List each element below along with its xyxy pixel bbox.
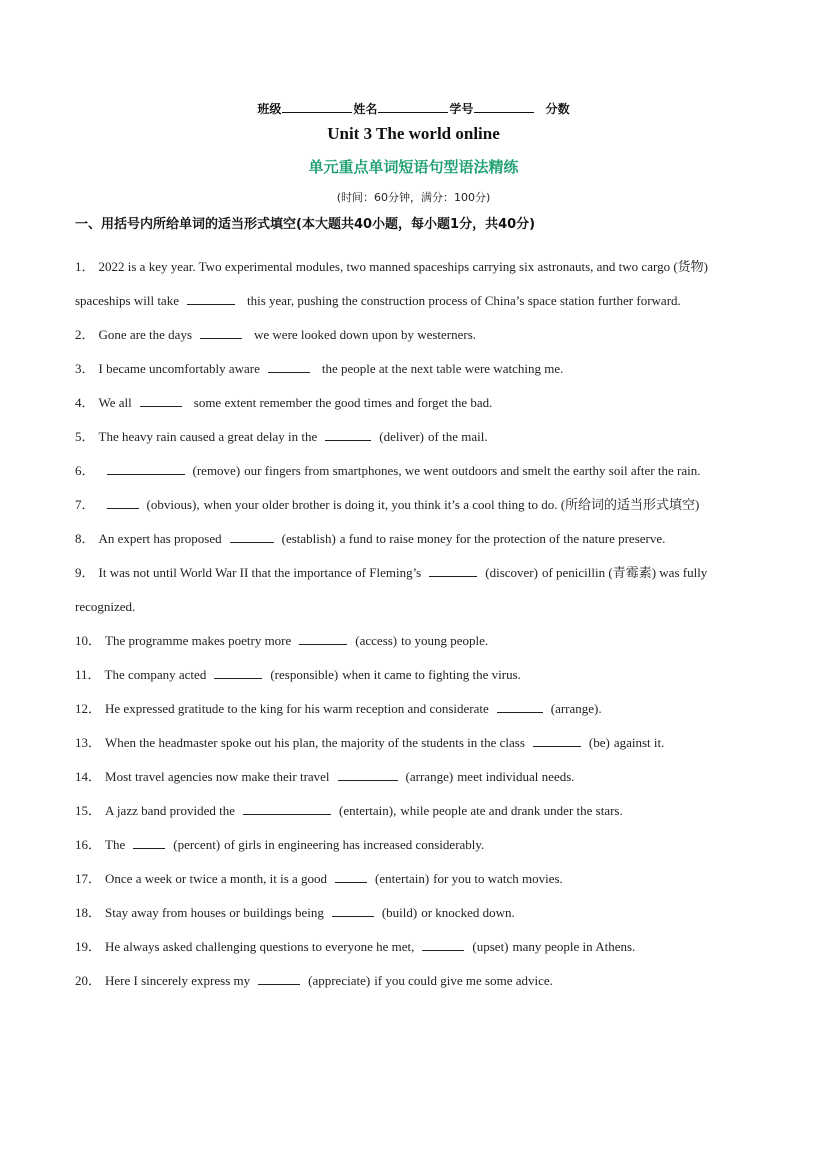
question-item bbox=[75, 352, 755, 386]
question-text-before: Here I sincerely express my bbox=[105, 973, 251, 988]
question-number: 20． bbox=[75, 973, 102, 988]
question-text-after: against it. bbox=[613, 735, 665, 750]
question-number: 11． bbox=[75, 667, 101, 682]
question-item bbox=[75, 556, 755, 624]
answer-blank[interactable] bbox=[107, 461, 185, 475]
question-text-after: many people in Athens. bbox=[512, 939, 636, 954]
question-text-before: Stay away from houses or buildings being bbox=[105, 905, 324, 920]
answer-blank[interactable] bbox=[230, 529, 274, 543]
answer-blank[interactable] bbox=[140, 393, 182, 407]
question-text-after: the people at the next table were watching me. bbox=[321, 361, 564, 376]
question-item bbox=[75, 692, 755, 726]
question-text-before: A jazz band provided the bbox=[105, 803, 235, 818]
question-item bbox=[75, 930, 755, 964]
question-text-before: The company acted bbox=[104, 667, 207, 682]
word-hint: (establish) bbox=[281, 531, 336, 546]
word-hint: (be) bbox=[588, 735, 610, 750]
question-number: 14． bbox=[75, 769, 102, 784]
question-number: 4． bbox=[75, 395, 95, 410]
question-item bbox=[75, 658, 755, 692]
class-label: 班级 bbox=[257, 102, 282, 116]
question-text-before: Most travel agencies now make their travel bbox=[105, 769, 330, 784]
word-hint: (entertain), bbox=[338, 803, 397, 818]
question-text-after: to young people. bbox=[401, 633, 489, 648]
question-number: 3． bbox=[75, 361, 95, 376]
question-text-after: meet individual needs. bbox=[457, 769, 575, 784]
question-text-after: or knocked down. bbox=[421, 905, 515, 920]
word-hint: (deliver) bbox=[379, 429, 425, 444]
answer-blank[interactable] bbox=[335, 869, 367, 883]
question-text-before: The bbox=[105, 837, 126, 852]
question-text-after: of the mail. bbox=[428, 429, 488, 444]
name-blank[interactable] bbox=[378, 101, 448, 113]
question-number: 19． bbox=[75, 939, 102, 954]
question-number: 6． bbox=[75, 463, 95, 478]
question-item bbox=[75, 454, 755, 488]
question-text-after: of girls in engineering has increased considerably. bbox=[224, 837, 485, 852]
score-label: 分数 bbox=[545, 102, 570, 116]
answer-blank[interactable] bbox=[258, 971, 300, 985]
question-item bbox=[75, 794, 755, 828]
question-number: 2． bbox=[75, 327, 95, 342]
question-item bbox=[75, 760, 755, 794]
question-text-after: when it came to fighting the virus. bbox=[342, 667, 521, 682]
question-text-before: The programme makes poetry more bbox=[105, 633, 292, 648]
section-heading: 一、用括号内所给单词的适当形式填空(本大题共40小题，每小题1分，共40分) bbox=[75, 217, 536, 232]
question-item bbox=[75, 250, 755, 318]
answer-blank[interactable] bbox=[200, 325, 242, 339]
time-info: (时间：60分钟，满分：100分) bbox=[336, 191, 491, 204]
id-blank[interactable] bbox=[474, 101, 534, 113]
question-list bbox=[75, 250, 755, 998]
question-item bbox=[75, 862, 755, 896]
word-hint: (arrange). bbox=[550, 701, 602, 716]
answer-blank[interactable] bbox=[299, 631, 347, 645]
question-item bbox=[75, 828, 755, 862]
answer-blank[interactable] bbox=[214, 665, 262, 679]
question-text-before: Gone are the days bbox=[98, 327, 193, 342]
word-hint: (responsible) bbox=[270, 667, 339, 682]
question-text-before: He always asked challenging questions to everyone he met, bbox=[105, 939, 415, 954]
name-label: 姓名 bbox=[353, 102, 378, 116]
question-item bbox=[75, 318, 755, 352]
question-number: 18． bbox=[75, 905, 102, 920]
answer-blank[interactable] bbox=[325, 427, 371, 441]
word-hint: (appreciate) bbox=[308, 973, 371, 988]
word-hint: (percent) bbox=[173, 837, 221, 852]
question-text-after: if you could give me some advice. bbox=[374, 973, 553, 988]
question-text-after: this year, pushing the construction process of China’s space station further forward. bbox=[246, 293, 681, 308]
question-number: 8． bbox=[75, 531, 95, 546]
question-text-after: our fingers from smartphones, we went outdoors and smelt the earthy soil after the rain. bbox=[244, 463, 701, 478]
word-hint: (obvious), bbox=[146, 497, 200, 512]
answer-blank[interactable] bbox=[422, 937, 464, 951]
question-number: 15． bbox=[75, 803, 102, 818]
answer-blank[interactable] bbox=[107, 495, 139, 509]
question-text-after: while people ate and drank under the stars. bbox=[400, 803, 623, 818]
answer-blank[interactable] bbox=[533, 733, 581, 747]
question-text-after: of penicillin (青霉素) was fully recognized. bbox=[75, 565, 708, 614]
answer-blank[interactable] bbox=[187, 291, 235, 305]
word-hint: (arrange) bbox=[405, 769, 454, 784]
question-number: 5． bbox=[75, 429, 95, 444]
word-hint: (entertain) bbox=[375, 871, 430, 886]
page-title: Unit 3 The world online bbox=[327, 124, 500, 143]
question-text-before: He expressed gratitude to the king for his warm reception and considerate bbox=[105, 701, 489, 716]
question-item bbox=[75, 420, 755, 454]
question-number: 12． bbox=[75, 701, 102, 716]
word-hint: (discover) bbox=[485, 565, 538, 580]
question-number: 13． bbox=[75, 735, 102, 750]
answer-blank[interactable] bbox=[243, 801, 331, 815]
question-text-before: I became uncomfortably aware bbox=[98, 361, 260, 376]
question-text-after: a fund to raise money for the protection of the nature preserve. bbox=[339, 531, 666, 546]
question-text-before: The heavy rain caused a great delay in the bbox=[98, 429, 318, 444]
question-text-after: some extent remember the good times and forget the bad. bbox=[193, 395, 493, 410]
question-text-after: we were looked down upon by westerners. bbox=[254, 327, 477, 342]
answer-blank[interactable] bbox=[133, 835, 165, 849]
question-item bbox=[75, 726, 755, 760]
question-text-before: Once a week or twice a month, it is a good bbox=[105, 871, 328, 886]
answer-blank[interactable] bbox=[332, 903, 374, 917]
answer-blank[interactable] bbox=[338, 767, 398, 781]
question-text-before: When the headmaster spoke out his plan, the majority of the students in the class bbox=[105, 735, 525, 750]
question-text-before: It was not until World War II that the importance of Fleming’s bbox=[98, 565, 422, 580]
answer-blank[interactable] bbox=[497, 699, 543, 713]
question-text-after: for you to watch movies. bbox=[433, 871, 563, 886]
word-hint: (remove) bbox=[192, 463, 241, 478]
question-text-before: An expert has proposed bbox=[98, 531, 222, 546]
word-hint: (access) bbox=[355, 633, 398, 648]
word-hint: (upset) bbox=[472, 939, 509, 954]
answer-blank[interactable] bbox=[268, 359, 310, 373]
question-item bbox=[75, 488, 755, 522]
question-text-before: We all bbox=[98, 395, 132, 410]
question-text-after: when your older brother is doing it, you think it’s a cool thing to do. (所给词的适当形式填空) bbox=[203, 497, 700, 512]
question-item bbox=[75, 624, 755, 658]
class-blank[interactable] bbox=[282, 101, 352, 113]
question-number: 7． bbox=[75, 497, 95, 512]
answer-blank[interactable] bbox=[429, 563, 477, 577]
question-number: 10． bbox=[75, 633, 102, 648]
question-number: 16． bbox=[75, 837, 102, 852]
question-item bbox=[75, 964, 755, 998]
page-subtitle: 单元重点单词短语句型语法精练 bbox=[308, 158, 519, 176]
question-number: 9． bbox=[75, 565, 95, 580]
student-info-line bbox=[0, 100, 827, 117]
id-label: 学号 bbox=[449, 102, 474, 116]
question-number: 1． bbox=[75, 259, 95, 274]
word-hint: (build) bbox=[381, 905, 418, 920]
question-item bbox=[75, 522, 755, 556]
question-number: 17． bbox=[75, 871, 102, 886]
question-text-before: 2022 is a key year. Two experimental modules, two manned spaceships carrying six astronauts, and two cargo (货物) spaceships will take bbox=[75, 259, 708, 308]
question-item bbox=[75, 896, 755, 930]
question-item bbox=[75, 386, 755, 420]
